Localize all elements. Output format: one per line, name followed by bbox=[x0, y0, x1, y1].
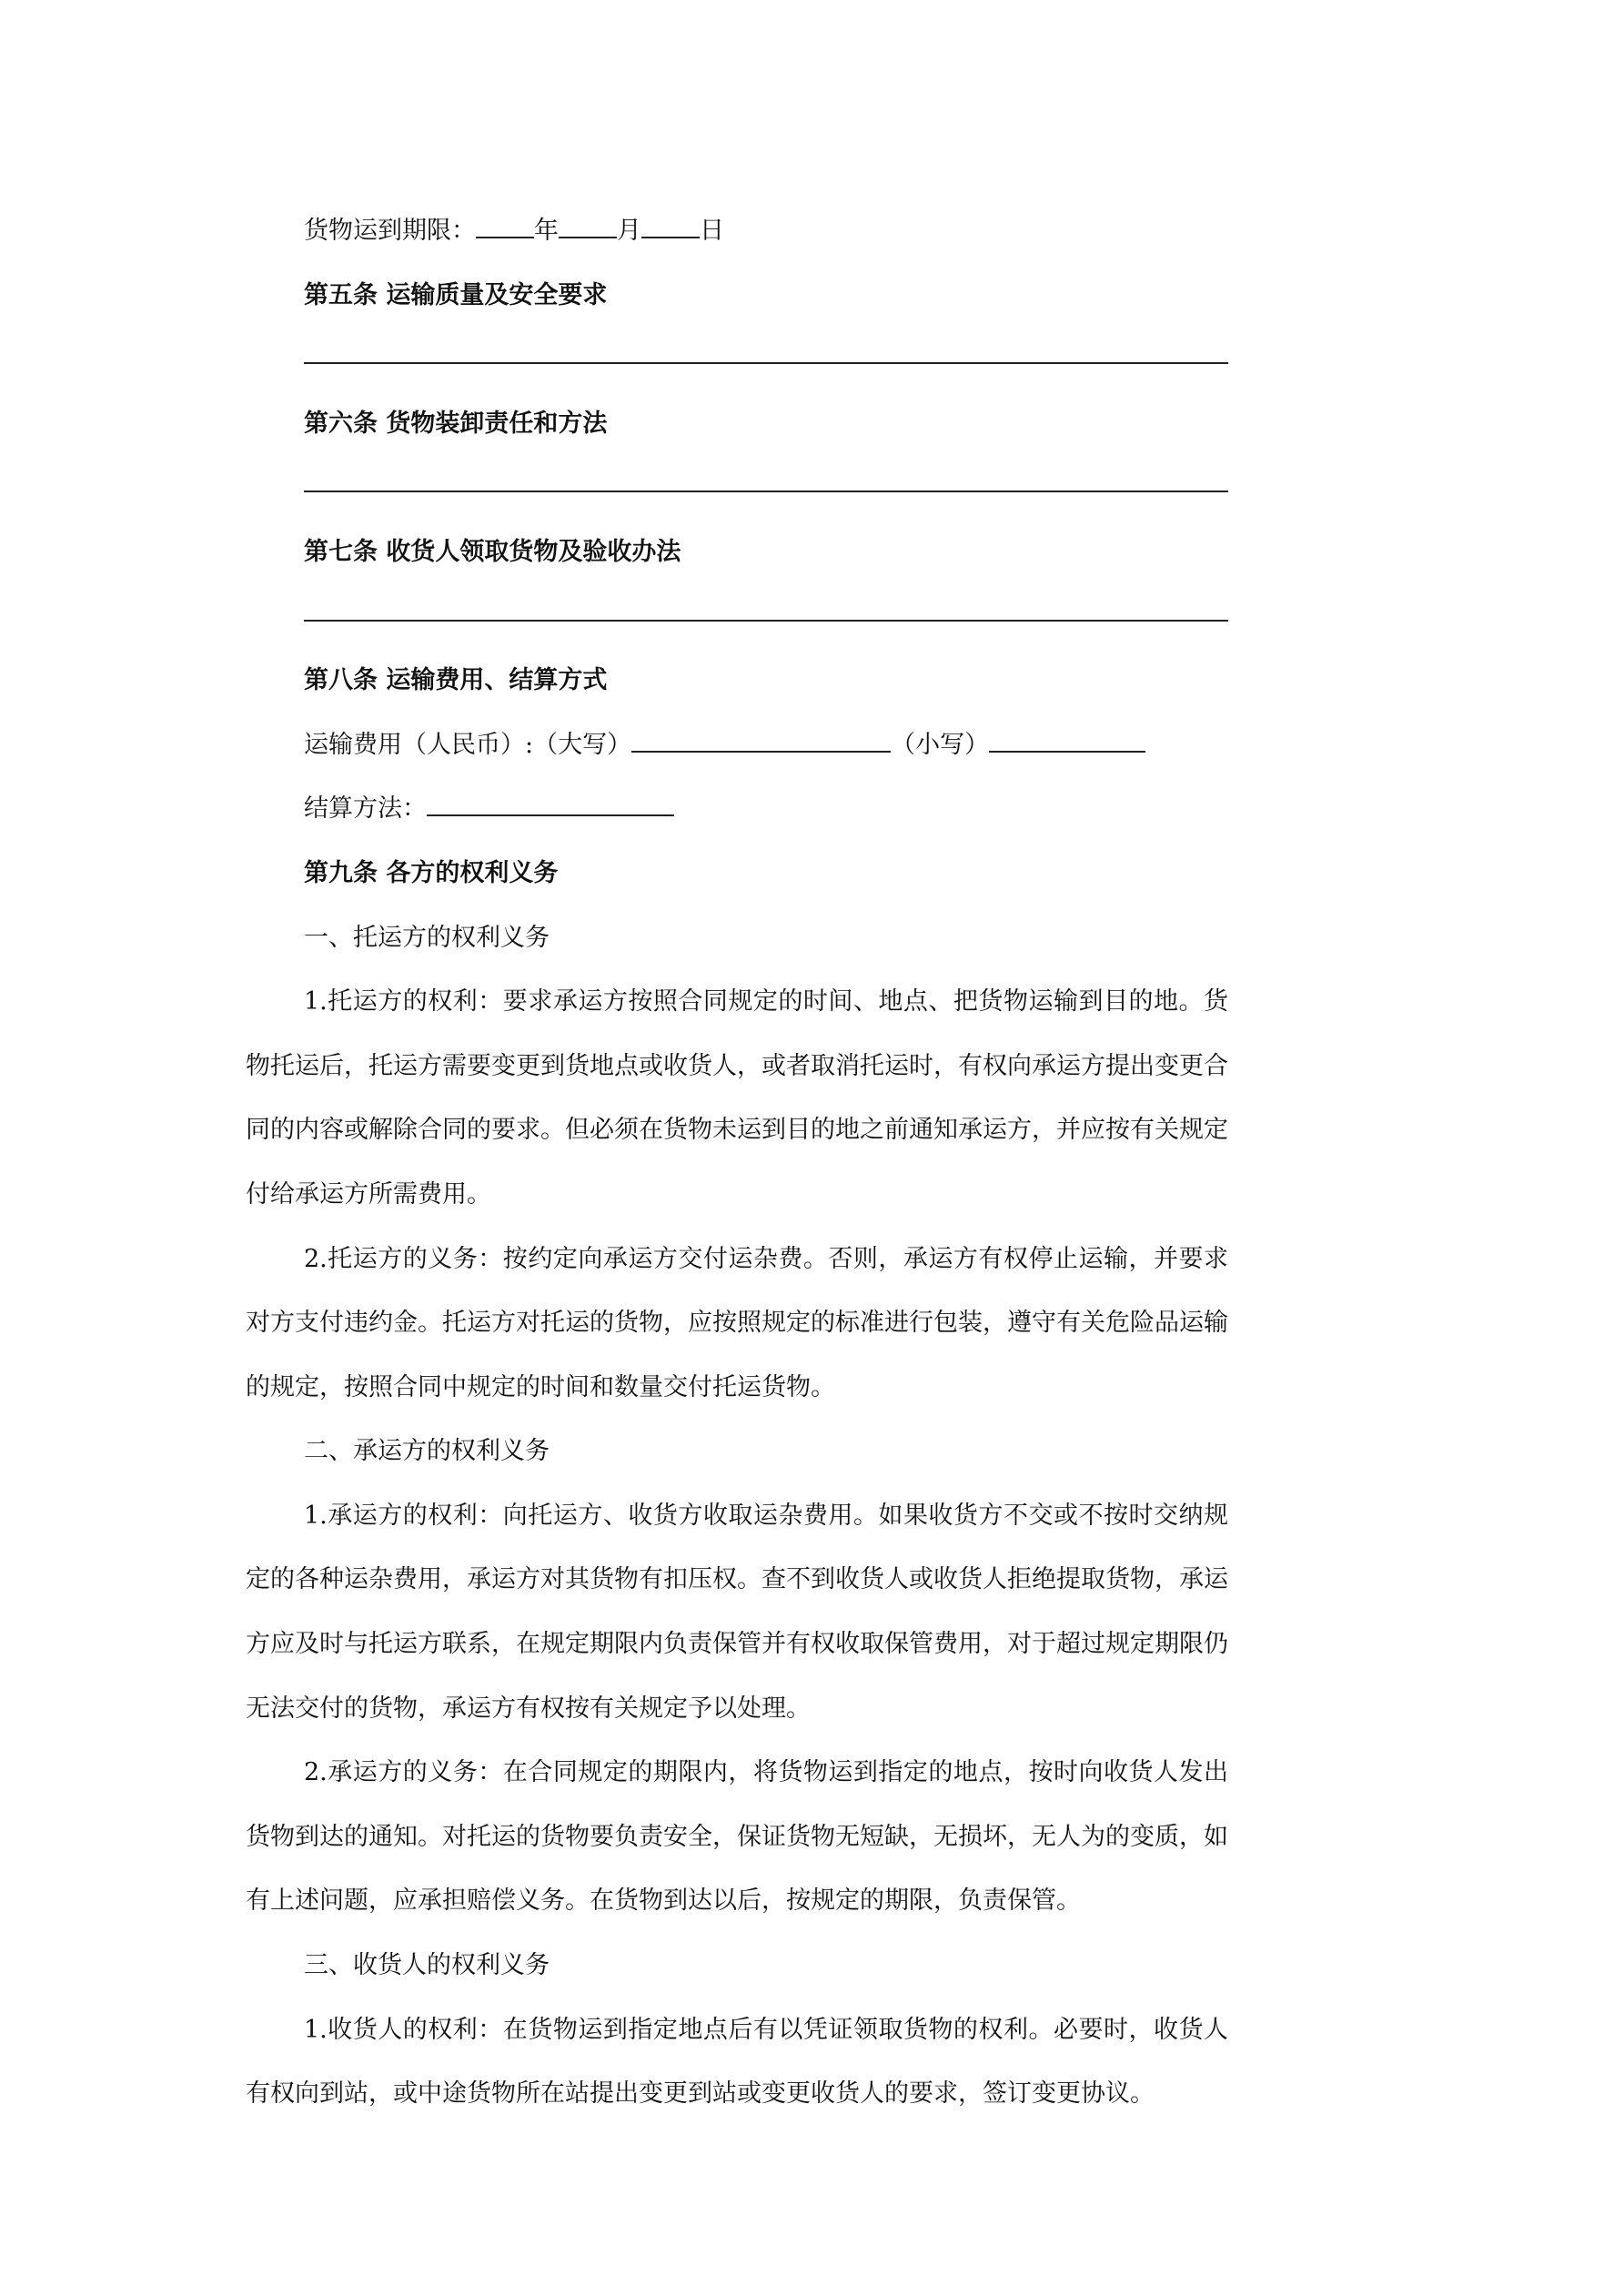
day-blank[interactable] bbox=[641, 215, 700, 238]
section-consignee-heading: 三、收货人的权利义务 bbox=[304, 1951, 550, 1980]
article-6-fill-line[interactable] bbox=[246, 456, 1228, 521]
carrier-duties-paragraph: 2.承运方的义务：在合同规定的期限内，将货物运到指定的地点，按时向收货人发出货物到达的通知。对托运的货物要负责安全，保证货物无短缺，无损坏，无人为的变质，如有上述问题，应承担赔偿义务。在货物到达以后，按规定的期限，负责保管。 bbox=[246, 1758, 1228, 1916]
shipper-duties-paragraph: 2.托运方的义务：按约定向承运方交付运杂费。否则，承运方有权停止运输，并要求对方支付违约金。托运方对托运的货物，应按照规定的标准进行包装，遵守有关危险品运输的规定，按照合同中规定的时间和数量交付托运货物。 bbox=[246, 1244, 1228, 1401]
article-5-heading: 第五条 运输质量及安全要求 bbox=[304, 280, 608, 309]
consignee-rights-paragraph: 1.收货人的权利：在货物运到指定地点后有以凭证领取货物的权利。必要时，收货人有权向到站，或中途货物所在站提出变更到站或变更收货人的要求，签订变更协议。 bbox=[246, 2015, 1228, 2109]
delivery-deadline: 货物运到期限： 年 月 日 bbox=[304, 217, 724, 245]
settlement-blank[interactable] bbox=[427, 793, 674, 816]
section-carrier-heading: 二、承运方的权利义务 bbox=[304, 1437, 550, 1466]
article-9-heading: 第九条 各方的权利义务 bbox=[304, 858, 559, 887]
article-8-heading: 第八条 运输费用、结算方式 bbox=[304, 666, 608, 695]
section-shipper-heading: 一、托运方的权利义务 bbox=[304, 923, 550, 952]
carrier-rights-paragraph: 1.承运方的权利：向托运方、收货方收取运杂费用。如果收货方不交或不按时交纳规定的各种运杂费用，承运方对其货物有扣压权。查不到收货人或收货人拒绝提取货物，承运方应及时与托运方联系，在规定期限内负责保管并有权收取保管费用，对于超过规定期限仍无法交付的货物，承运方有权按有关规定予以处理。 bbox=[246, 1501, 1228, 1723]
article-5-fill-line[interactable] bbox=[246, 328, 1228, 392]
fee-line: 运输费用（人民币）:（大写） （小写） bbox=[246, 713, 1228, 778]
fee-uppercase-blank[interactable] bbox=[631, 729, 891, 753]
article-7-fill-line[interactable] bbox=[246, 585, 1228, 650]
article-6-heading: 第六条 货物装卸责任和方法 bbox=[304, 409, 608, 438]
article-7-heading: 第七条 收货人领取货物及验收办法 bbox=[304, 537, 681, 566]
year-blank[interactable] bbox=[476, 215, 534, 238]
month-blank[interactable] bbox=[559, 215, 617, 238]
shipper-rights-paragraph: 1.托运方的权利：要求承运方按照合同规定的时间、地点、把货物运输到目的地。货物托运后，托运方需要变更到货地点或收货人，或者取消托运时，有权向承运方提出变更合同的内容或解除合同的要求。但必须在货物未运到目的地之前通知承运方，并应按有关规定付给承运方所需费用。 bbox=[246, 987, 1228, 1209]
settlement-line: 结算方法： bbox=[246, 777, 1228, 842]
fee-lowercase-blank[interactable] bbox=[989, 729, 1145, 753]
contract-page bbox=[246, 199, 1228, 2127]
